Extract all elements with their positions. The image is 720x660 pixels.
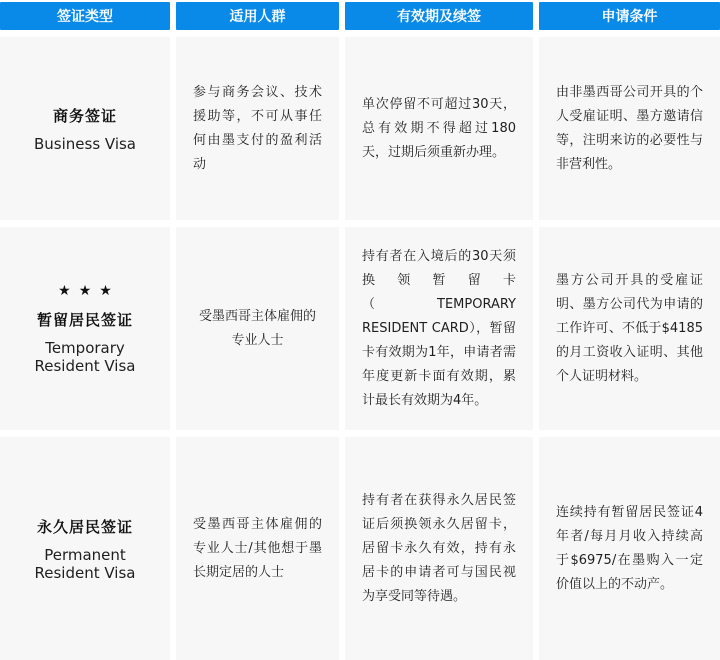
audience-text: 受墨西哥主体雇佣的专业人士/其他想于墨长期定居的人士 <box>193 516 322 580</box>
visa-type-cell-business <box>0 37 170 220</box>
requirements-text: 墨方公司开具的受雇证明、墨方公司代为申请的工作许可、不低于$4185的月工资收入证明、其他个人证明材料。 <box>556 272 703 384</box>
audience-cell-temporary <box>176 227 339 430</box>
audience-text: 参与商务会议、技术援助等，不可从事任何由墨支付的盈利活动 <box>193 84 322 172</box>
validity-text: 持有者在入境后的30天须换领暂留卡（TEMPORARY RESIDENT CARD），暂留卡有效期为1年，申请者需年度更新卡面有效期，累计最长有效期为4年。 <box>362 248 516 408</box>
header-validity: 有效期及续签 <box>345 2 533 30</box>
visa-type-cell-temporary <box>0 227 170 430</box>
requirements-cell-temporary <box>539 227 720 430</box>
audience-cell-permanent <box>176 437 339 660</box>
visa-type-cell-permanent <box>0 437 170 660</box>
header-requirements: 申请条件 <box>539 2 720 30</box>
requirements-text: 由非墨西哥公司开具的个人受雇证明、墨方邀请信等，注明来访的必要性与非营利性。 <box>556 84 703 172</box>
visa-subtitle: Permanent Resident Visa <box>34 545 136 582</box>
validity-cell-permanent <box>345 437 533 660</box>
requirements-text: 连续持有暂留居民签证4年者/每月月收入持续高于$6975/在墨购入一定价值以上的不动产。 <box>556 504 703 592</box>
visa-title: 永久居民签证 <box>36 517 133 536</box>
audience-cell-business <box>176 37 339 220</box>
requirements-cell-permanent <box>539 437 720 660</box>
visa-title: 商务签证 <box>52 106 117 125</box>
audience-text: 受墨西哥主体雇佣的专业人士 <box>198 308 316 348</box>
validity-cell-temporary <box>345 227 533 430</box>
visa-subtitle: Temporary Resident Visa <box>34 338 136 375</box>
header-visa-type: 签证类型 <box>0 2 170 30</box>
validity-text: 持有者在获得永久居民签证后须换领永久居留卡，居留卡永久有效，持有永居卡的申请者可与国民视为享受同等待遇。 <box>362 492 516 604</box>
header-audience: 适用人群 <box>176 2 339 30</box>
visa-title: 暂留居民签证 <box>36 310 133 329</box>
validity-text: 单次停留不可超过30天，总有效期不得超过180天，过期后须重新办理。 <box>362 96 516 160</box>
requirements-cell-business <box>539 37 720 220</box>
validity-cell-business <box>345 37 533 220</box>
visa-subtitle: Business Visa <box>33 134 137 153</box>
three-stars-icon: ★★★ <box>58 282 120 299</box>
